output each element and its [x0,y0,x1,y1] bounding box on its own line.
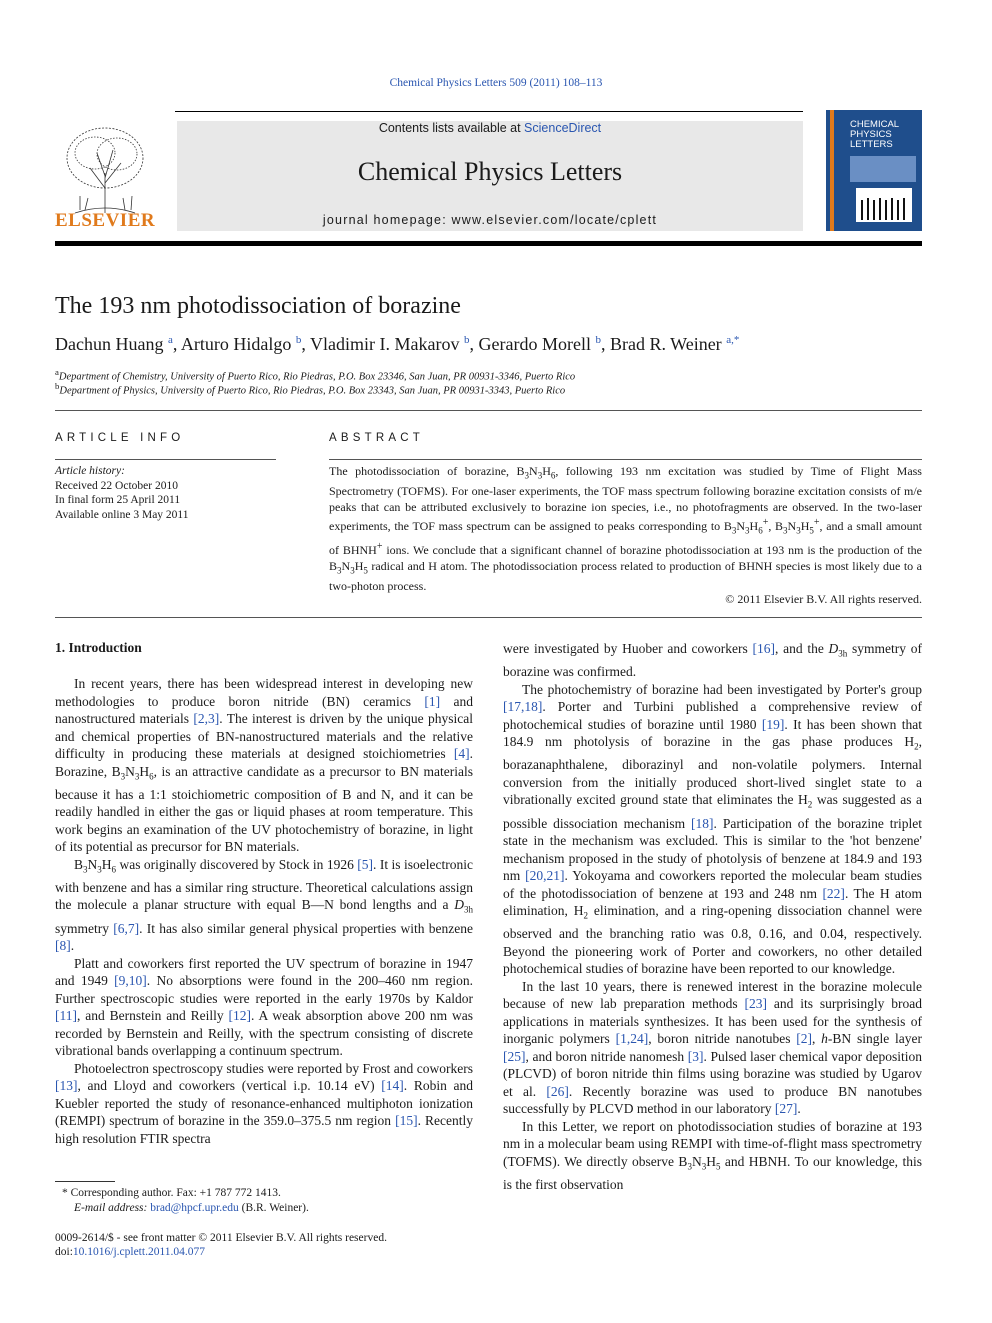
author-name: Dachun Huang [55,334,164,354]
citation-link[interactable]: [3] [687,1048,704,1064]
citation-link[interactable]: [14] [381,1078,404,1094]
intro-right-column [503,640,922,1193]
citation-link[interactable]: [11] [55,1008,77,1024]
citation-link[interactable]: [15] [395,1113,418,1129]
citation-link[interactable]: [9,10] [114,973,147,989]
issn-line: 0009-2614/$ - see front matter © 2011 Elsevier B.V. All rights reserved. [55,1232,387,1244]
citation-link[interactable]: [23] [744,996,767,1012]
footnote-rule [55,1181,115,1182]
abstract-heading: ABSTRACT [329,432,424,444]
body-paragraph: In this Letter, we report on photodissociation studies of borazine at 193 nm in a molecular beam using REMPI with time-of-flight mass spectrometry (TOFMS). We directly observe $B_3N_3H_5$ and HBNH. To our knowledge, this is the first observation [503,1118,922,1192]
body-paragraph: The photochemistry of borazine had been investigated by Porter's group [17,18]. Porter and Turbini published a comprehensive review of photochemical studies of borazine until 1980 [19]. It has been shown that 184.9 nm photolysis of borazine in the gas phase produces $H_2$, borazanaphthalene, diborazinyl and non-volatile polymers. Internal conversion from the initially produced short-lived singlet state to a vibrationally excited ground state that eliminates the $H_2$ was suggested as a possible dissociation mechanism [18]. Participation of the borazine triplet state in the mechanism was excluded. This is similar to the 'hot benzene' mechanism proposed in the study of photolysis of benzene at 184.9 and 193 nm [20,21]. Yokoyama and coworkers reported the molecular beam studies of the photodissociation of benzene at 193 and 248 nm [22]. The H atom elimination, $H_2$ elimination, and a ring-opening dissociation channel were observed and the branching ratio was 0.8, 0.16, and 0.04, respectively. Beyond the pioneering work of Porter and coworkers, no other detailed photochemical studies of borazine have been reported to our knowledge. [503,681,922,977]
citation-link[interactable]: [6,7] [113,920,140,936]
divider [55,410,922,411]
body-paragraph: In recent years, there has been widespread interest in developing new methodologies to produce boron nitride (BN) ceramics [1] and nanostructured materials [2,3]. The interest is driven by the unique physical and chemical properties of BN-nanostructured materials and the relative difficulty in producing these materials at designed stoichiometries [4]. Borazine, $B_3N_3H_6$, is an attractive candidate as a precursor to BN materials because it has a 1:1 stoichiometric composition of B and N, and it can be readily handled in either the gas or liquid phases at room temperature. This work begins an examination of the UV photochemistry of borazine, in light of its potential as precursor for BN materials. [55,676,474,855]
email-suffix: (B.R. Weiner). [241,1202,309,1214]
affiliation-text: Department of Physics, University of Puerto Rico, Rio Piedras, P.O. Box 23343, San Juan, PR 00931-3343, Puerto Rico [59,385,566,397]
citation-link[interactable]: [4] [453,746,470,761]
divider [55,459,276,460]
author-affiliation-mark[interactable]: b [595,334,601,346]
email-label: E-mail address: [74,1202,148,1214]
article-info-heading: ARTICLE INFO [55,432,185,444]
header-thick-rule [55,241,922,246]
cover-line-3: LETTERS [850,139,893,150]
journal-title: Chemical Physics Letters [357,157,623,186]
corresponding-author-note [62,1186,281,1201]
contents-line [177,121,803,135]
email-note [74,1201,309,1216]
author-list: Dachun Huang $^a$, Arturo Hidalgo $^b$, Vladimir I. Makarov $^b$, Gerardo Morell $^b$, Brad R. Weiner $^{a,*}$ [55,334,740,354]
author-affiliation-mark[interactable]: a,* [726,334,740,346]
doi-label: doi: [55,1246,73,1258]
body-paragraph: Photoelectron spectroscopy studies were reported by Frost and coworkers [13], and Lloyd and coworkers (vertical i.p. 10.14 eV) [14]. Robin and Kuebler reported the study of resonance-enhanced multiphoton ionization (REMPI) spectrum of borazine in the 359.0–375.5 nm region [15]. Recently high resolution FTIR spectra [55,1060,473,1146]
author-affiliation-mark[interactable]: b [295,334,302,346]
article-title: The 193 nm photodissociation of borazine [55,293,461,319]
citation-link[interactable]: [20,21] [525,868,565,884]
body-paragraph: In the last 10 years, there is renewed interest in the borazine molecule because of new lab preparation methods [23] and its surprisingly broad applications in materials synthesizes. It has been used for the synthesis of inorganic polymers [1,24], boron nitride nanotubes [2], h-BN single layer [25], and boron nitride nanomesh [3]. Pulsed laser chemical vapor deposition (PLCVD) of boron nitride thin films using borazine was studied by Ugarov et al. [26]. Recently borazine was used to produce BN nanotubes successfully by PLCVD method in our laboratory [27]. [503,978,922,1117]
history-online: Available online 3 May 2011 [55,508,189,521]
history-received: Received 22 October 2010 [55,479,178,492]
citation-link[interactable]: [22] [822,885,845,901]
homepage-prefix: journal homepage: [322,213,452,227]
citation-link[interactable]: [16] [752,641,776,656]
citation-link[interactable]: [27] [774,1101,798,1117]
abstract-copyright: © 2011 Elsevier B.V. All rights reserved. [725,592,922,606]
citation-link[interactable]: [13] [55,1078,78,1094]
citation-link[interactable]: [1] [424,693,441,709]
citation-link[interactable]: [2] [796,1031,812,1047]
author-affiliation-mark[interactable]: b [464,334,470,346]
author-name: Arturo Hidalgo [180,334,292,354]
affiliation-mark: a [55,367,59,377]
abstract-body: The photodissociation of borazine, $B_3N_3H_6$, following 193 nm excitation was studied by Time of Flight Mass Spectrometry (TOFMS). For one-laser experiments, the TOF mass spectrum following borazine excitation consists of m/e peaks that can be attributed exclusively to borazine ion species, i.e., no photofragments are observed. In the two-laser experiments, the TOF mass spectrum can be assigned to peaks corresponding to $B_3N_3H_6^+$, $B_3N_3H_5^+$, and a small amount of BHNH+ ions. We conclude that a significant channel of borazine photodissociation at 193 nm is the production of the $B_3N_3H_5$ radical and H atom. The photodissociation process related to production of BHNH species is most likely due to a two-photon process. [329,464,922,594]
citation-link[interactable]: [12] [228,1008,251,1024]
section-heading: 1. Introduction [55,640,142,655]
citation-link[interactable]: [2,3] [193,711,220,726]
history-label: Article history: [55,465,125,477]
affiliation-text: Department of Chemistry, University of Puerto Rico, Rio Piedras, P.O. Box 23346, San Juan, PR 00931-3346, Puerto Rico [58,371,576,383]
cover-line-2: PHYSICS [850,129,892,140]
contents-prefix: Contents lists available at [378,121,525,135]
asterisk-mark: * [62,1187,68,1199]
citation-link[interactable]: [19] [761,716,785,732]
doi-line [55,1245,205,1260]
author-affiliation-mark[interactable]: a [167,334,173,346]
author-name: Gerardo Morell [478,334,591,354]
citation-link[interactable]: [25] [503,1048,526,1064]
journal-cover [826,110,922,231]
homepage-link[interactable]: www.elsevier.com/locate/cplett [451,213,658,227]
sciencedirect-link[interactable]: ScienceDirect [524,121,602,135]
affiliation-mark: b [55,381,60,391]
header-rule [175,111,803,112]
journal-homepage [177,213,803,227]
article-history [55,464,189,522]
author-name: Brad R. Weiner [609,334,722,354]
cover-figure [856,192,912,222]
divider [55,617,922,618]
corresponding-text: Corresponding author. Fax: +1 787 772 1413. [70,1187,281,1199]
affiliation-b [55,381,565,397]
divider [329,459,922,460]
journal-reference[interactable]: Chemical Physics Letters 509 (2011) 108–113 [389,77,603,89]
history-final-form: In final form 25 April 2011 [55,494,181,506]
citation-link[interactable]: [8] [55,938,71,954]
citation-link[interactable]: [5] [357,856,374,872]
citation-link[interactable]: [1,24] [615,1031,649,1047]
citation-link[interactable]: [18] [691,815,714,831]
email-link[interactable]: brad@hpcf.upr.edu [150,1202,239,1214]
elsevier-wordmark: ELSEVIER [55,210,156,231]
body-paragraph: $B_3N_3H_6$ was originally discovered by Stock in 1926 [5]. It is isoelectronic with benzene and has a similar ring structure. Theoretical calculations assign the molecule a planar structure with equal B—N bond lengths and a $D_{3h}$ symmetry [6,7]. It has also similar general physical properties with benzene [8]. [55,856,473,954]
body-paragraph: Platt and coworkers first reported the UV spectrum of borazine in 1947 and 1949 [9,10]. No absorptions were found in the 200–460 nm region. Further spectroscopic studies were reported in the early 1970s by Kaldor [11], and Bernstein and Reilly [12]. A weak absorption above 200 nm was recorded by Bernstein and Reilly, with the spectrum consisting of discrete vibrational bands overlapping a continuum spectrum. [55,955,474,1059]
intro-left-column [55,675,473,1147]
cover-line-1: CHEMICAL [850,119,900,130]
doi-link[interactable]: 10.1016/j.cplett.2011.04.077 [72,1246,206,1258]
citation-link[interactable]: [26] [546,1083,569,1099]
author-name: Vladimir I. Makarov [310,334,460,354]
body-paragraph: were investigated by Huober and coworkers [16], and the $D_{3h}$ symmetry of borazine was confirmed. [503,641,922,680]
citation-link[interactable]: [17,18] [503,699,543,715]
